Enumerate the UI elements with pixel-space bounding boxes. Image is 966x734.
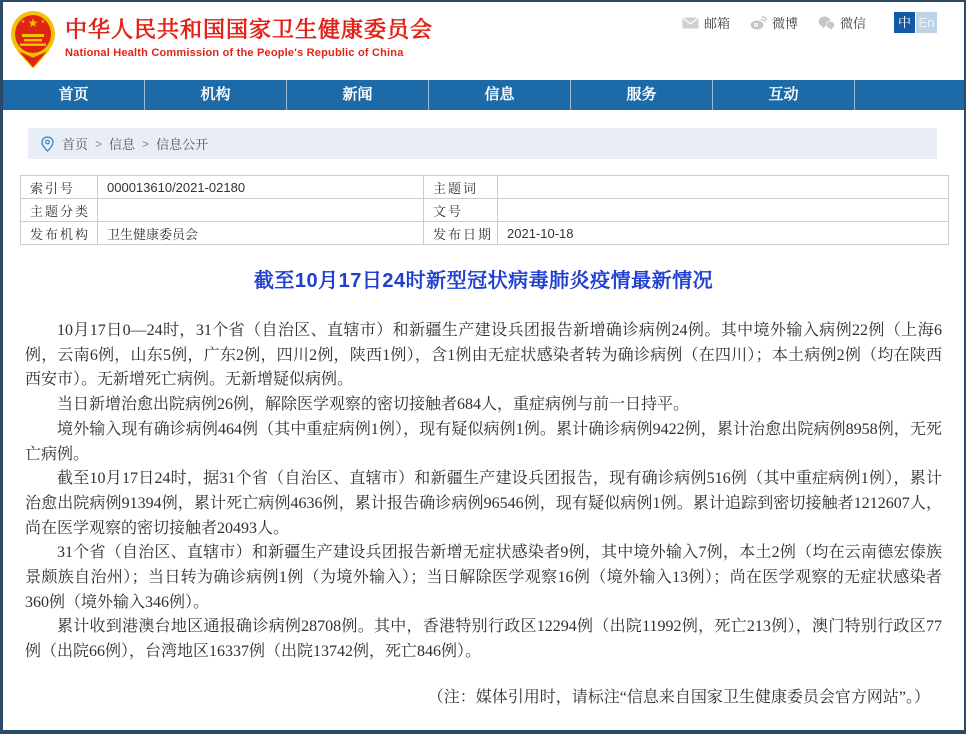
breadcrumb-separator: > [95,136,103,151]
mail-link[interactable] [682,13,730,32]
national-emblem-icon [10,10,56,68]
article-title: 截至10月17日24时新型冠状病毒肺炎疫情最新情况 [253,270,714,292]
language-switcher [894,12,937,33]
header-utility-bar [682,12,937,33]
table-row [21,176,949,199]
meta-label-keywords: 主题词 [424,176,498,199]
meta-label-category: 主题分类 [21,199,98,222]
site-title-block [65,18,433,59]
article-paragraph: 10月17日0—24时，31个省（自治区、直辖市）和新疆生产建设兵团报告新增确诊病例24例。其中境外输入病例22例（上海6例，云南6例，山东5例，广东2例，四川2例，陕西1例），含1例由无症状感染者转为确诊病例（在四川）；本土病例2例（均在陕西西安市）。无新增死亡病例。无新增疑似病例。 [25,322,942,389]
breadcrumb-separator: > [142,136,150,151]
nav-item-interact[interactable]: 互动 [713,80,855,110]
meta-label-index: 索引号 [21,176,98,199]
weibo-icon [750,16,767,30]
nav-item-news[interactable]: 新闻 [287,80,429,110]
meta-label-pubdate: 发布日期 [424,222,498,245]
lang-zh-button[interactable]: 中 [894,12,915,33]
site-title-cn: 中华人民共和国国家卫生健康委员会 [65,17,434,42]
location-pin-icon [41,136,54,152]
svg-text:★: ★ [27,16,39,30]
table-row [21,222,949,245]
article-paragraph: 累计收到港澳台地区通报确诊病例28708例。其中，香港特别行政区12294例（出院11992例，死亡213例），澳门特别行政区77例（出院66例），台湾地区16337例（出院13742例，死亡846例）。 [25,618,942,661]
svg-text:★: ★ [40,19,46,25]
nav-item-agency[interactable]: 机构 [145,80,287,110]
svg-text:★: ★ [20,19,26,25]
meta-value-index: 000013610/2021-02180 [98,176,424,199]
article-paragraph: 31个省（自治区、直辖市）和新疆生产建设兵团报告新增无症状感染者9例，其中境外输入7例，本土2例（均在云南德宏傣族景颇族自治州）；当日转为确诊病例1例（为境外输入）；当日解除医学观察16例（境外输入13例）；尚在医学观察的无症状感染者360例（境外输入346例）。 [25,544,942,611]
article-paragraph: 当日新增治愈出院病例26例，解除医学观察的密切接触者684人，重症病例与前一日持平。 [57,396,690,414]
article-paragraph: 截至10月17日24时，据31个省（自治区、直辖市）和新疆生产建设兵团报告，现有确诊病例516例（其中重症病例1例），累计治愈出院病例91394例，累计死亡病例4636例，累计报告确诊病例96546例，现有疑似病例1例。累计追踪到密切接触者1212607人，尚在医学观察的密切接触者20493人。 [25,470,942,537]
weibo-label: 微博 [771,16,798,31]
nav-item-home[interactable]: 首页 [3,80,145,110]
site-header [3,2,964,80]
mail-icon [682,17,699,29]
nav-item-service[interactable]: 服务 [571,80,713,110]
lang-en-button[interactable]: En [916,12,937,33]
weibo-link[interactable] [750,13,798,32]
breadcrumb-home[interactable]: 首页 [62,137,89,152]
meta-value-keywords [498,176,949,199]
article-paragraph: 境外输入现有确诊病例464例（其中重症病例1例），现有疑似病例1例。累计确诊病例9422例，累计治愈出院病例8958例，无死亡病例。 [25,420,942,463]
meta-value-docnumber [498,199,949,222]
citation-note: （注：媒体引用时，请标注“信息来自国家卫生健康委员会官方网站”。） [427,688,930,706]
article-body [25,319,942,665]
meta-label-publisher: 发布机构 [21,222,98,245]
nav-item-info[interactable]: 信息 [429,80,571,110]
table-row [21,199,949,222]
meta-label-docnumber: 文号 [424,199,498,222]
meta-value-publisher: 卫生健康委员会 [98,222,424,245]
mail-label: 邮箱 [703,16,730,31]
breadcrumb-info[interactable]: 信息 [109,137,136,152]
wechat-link[interactable] [818,13,866,32]
breadcrumb [28,128,937,159]
main-nav [3,80,964,110]
document-meta-table [20,175,949,245]
site-title-en: National Health Commission of the People's Republic of China [65,47,404,59]
wechat-label: 微信 [839,16,866,31]
breadcrumb-info-disclosure[interactable]: 信息公开 [156,137,209,152]
meta-value-category [98,199,424,222]
wechat-icon [818,16,835,30]
meta-value-pubdate: 2021-10-18 [498,222,949,245]
